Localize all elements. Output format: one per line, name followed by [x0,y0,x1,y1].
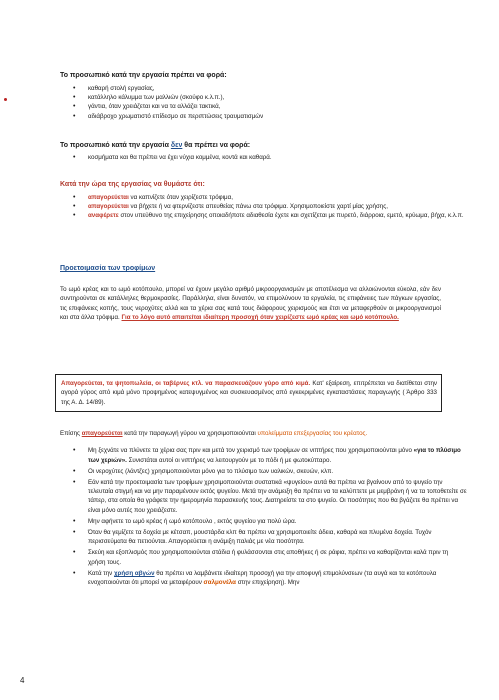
paragraph-text: Το ωμό κρέας και το ωμό κοτόπουλο, μπορεί να έχουν μεγάλο αριθμό μικροοργανισμών με αποτέλεσμα να αλλοιώνονται εύκολα, εάν δεν συντηρούνται σε κατάλληλες θερμοκρασίες. Παράλληλα, είναι δυνατόν, να επιμολύνουν τα εργαλεία, τις επιφάνειες των πάγκων εργασίας, τις επιφάνειες κοπής, τους νεροχύτες αλλά και τα χέρια σας κατά τους διάφορους χειρισμούς και έτσι να μεταφερθούν οι μικροοργανισμοί και στα άλλα τρόφιμα. [60,286,441,322]
gyros-notice-box [55,374,442,412]
heading-text: θα πρέπει να φορά: [182,142,251,149]
list-item [88,569,499,587]
list-item [88,202,499,211]
list-item: • Όταν θα γεμίζετε τα δοχεία με κέτσαπ, μουστάρδα κλπ θα πρέπει να χρησιμοποιείτε άδεια, καθαρά και πλυμένα δοχεία. Τυχόν περισσεύματα θα πετιούνται. Απαγορεύεται η ανάμιξη παλιάς με νέα ποσότητα. [88,528,499,546]
section-also [0,429,499,587]
item-text: στην επιχείρηση). Μην [235,579,300,587]
list-item [88,446,499,464]
item-text: να καπνίζετε όταν χειρίζεστε τρόφιμα, [128,194,233,201]
item-text: στον υπεύθυνο της επιχείρησης οποιαδήποτε αδιαθεσία έχετε και σχετίζεται με πυρετό, διάρροια, εμετό, κρύωμα, βήχα, κ.λ.π. [118,212,464,220]
section-wear [0,71,499,121]
list-item: • αδιάβροχο χρωματιστό επίδεσμο σε περιπτώσεις τραυματισμών [88,112,499,121]
remember-list [0,193,499,221]
notice-warning: Απαγορεύεται, τα ψητοπωλεία, οι ταβέρνες κτλ. να παρασκευάζουν γύρο από κιμά. [61,380,311,387]
notice-text [61,379,437,407]
notice-body: Κατ' εξαίρεση, επιτρέπεται να διατίθεται στην αγορά γύρος από κιμά μόνο προψημένος κατεψυγμένος και συσκευασμένος από εγκεκριμένες εγκαταστάσεις παραγωγής ( Άρθρο 333 της Α. Δ. 14/89). [61,380,437,406]
paragraph-warning: Για το λόγο αυτό απαιτείται ιδιαίτερη προσοχή όταν χειρίζεστε ωμό κρέας και ωμό κοτόπουλο. [121,314,399,322]
section-not-wear [0,141,499,162]
page-number: 4 [20,676,25,685]
heading-emphasis: δεν [170,142,183,149]
red-keyword: αναφέρετε [88,212,119,220]
preparation-paragraph [60,285,441,323]
red-keyword: απαγορεύεται [81,430,123,437]
list-item [88,193,499,202]
item-text: θα πρέπει να λαμβάνετε ιδιαίτερη προσοχή για την αποφυγή επιμολύνσεων (τα αυγά και τα κοτόπουλα ενοχοποιούνται ότι μπορεί να μεταφέρουν [88,569,437,587]
red-keyword: απαγορεύεται [88,194,129,201]
item-text: Κατά την [88,569,114,577]
heading-text: Το προσωπικό κατά την εργασία [60,142,171,149]
item-text: Μη ξεχνάτε να πλύνετε τα χέρια σας πριν και μετά τον χειρισμό των τροφίμων σε νιπτήρες που χρησιμοποιούνται μόνο [88,447,414,455]
list-item: • γάντια, όταν χρειάζεται και να τα αλλάζει τακτικά, [88,102,499,111]
intro-text: κατά την παραγωγή γύρου να χρησιμοποιούνται [122,430,258,437]
hygiene-list [0,446,499,587]
list-item: • Μην αφήνετε το ωμό κρέας ή ωμό κοτόπουλο , εκτός ψυγείου για πολύ ώρα. [88,517,499,526]
wear-list [0,84,499,121]
item-text: Συνιστάται αυτοί οι νιπτήρες να λειτουργούν με το πόδι ή με φωτοκύτταρο. [126,456,332,464]
intro-text: Επίσης [60,430,82,437]
section-heading: Το προσωπικό κατά την εργασία πρέπει να φορά: [60,72,227,79]
list-item: • καθαρή στολή εργασίας, [88,84,499,93]
list-item: • Εάν κατά την προετοιμασία των τροφίμων χρησιμοποιούνται συστατικά «ψυγείου» αυτά θα πρέπει να βγαίνουν από το ψυγείο την τελευταία στιγμή και να μην παραμένουν εκτός ψυγείου. Μετά την ανάμειξη θα πρέπει να τα καλύπτετε με μεμβράνη ή να τα τοποθετείτε σε τάπερ, στα οποία θα γράφετε την ημερομηνία παρασκευής τους. Διατηρείστε τα στο ψυγείο. Οι ποσότητες που θα βγάζετε θα πρέπει να είναι μόνο αυτές που χρειάζεστε. [88,478,499,515]
section-remember [0,180,499,221]
list-item: • Οι νεροχύτες (λάντζες) χρησιμοποιούνται μόνο για το πλύσιμο των υαλικών, σκευών, κλπ. [88,467,499,476]
section-heading: Κατά την ώρα της εργασίας να θυμάστε ότι: [60,181,205,188]
item-bold: «για το πλύσιμο των χεριών». [88,447,461,464]
section-preparation [0,264,499,323]
list-item: • κατάλληλο κάλυμμα των μαλλιών (σκούφο κ.λ.π.), [88,93,499,102]
item-text: να βήχετε ή να φτερνίζεστε απευθείας πάνω στα τρόφιμα. Χρησιμοποιείστε χαρτί μίας χρήσης, [128,203,388,211]
not-wear-list [0,153,499,162]
red-keyword: απαγορεύεται [88,203,129,211]
section-heading: Προετοιμασία των τροφίμων [60,265,156,272]
list-item: • Σκεύη και εξοπλισμός που χρησιμοποιούνται στάδια ή φυλάσσονται στις αποθήκες ή σε ράφια, πρέπει να καθαρίζονται καλά πριν τη χρήση τους. [88,548,499,566]
item-bold: χρήση αβγών [113,569,155,577]
intro-paragraph [60,429,441,438]
list-item: • κοσμήματα και θα πρέπει να έχει νύχια κομμένα, κοντά και καθαρά. [88,153,499,162]
list-item [88,211,499,220]
section-heading [60,141,499,151]
orange-text: σαλμονέλα [203,579,236,587]
orange-text: υπολείμματα επεξεργασίας του κρέατος. [257,430,368,437]
